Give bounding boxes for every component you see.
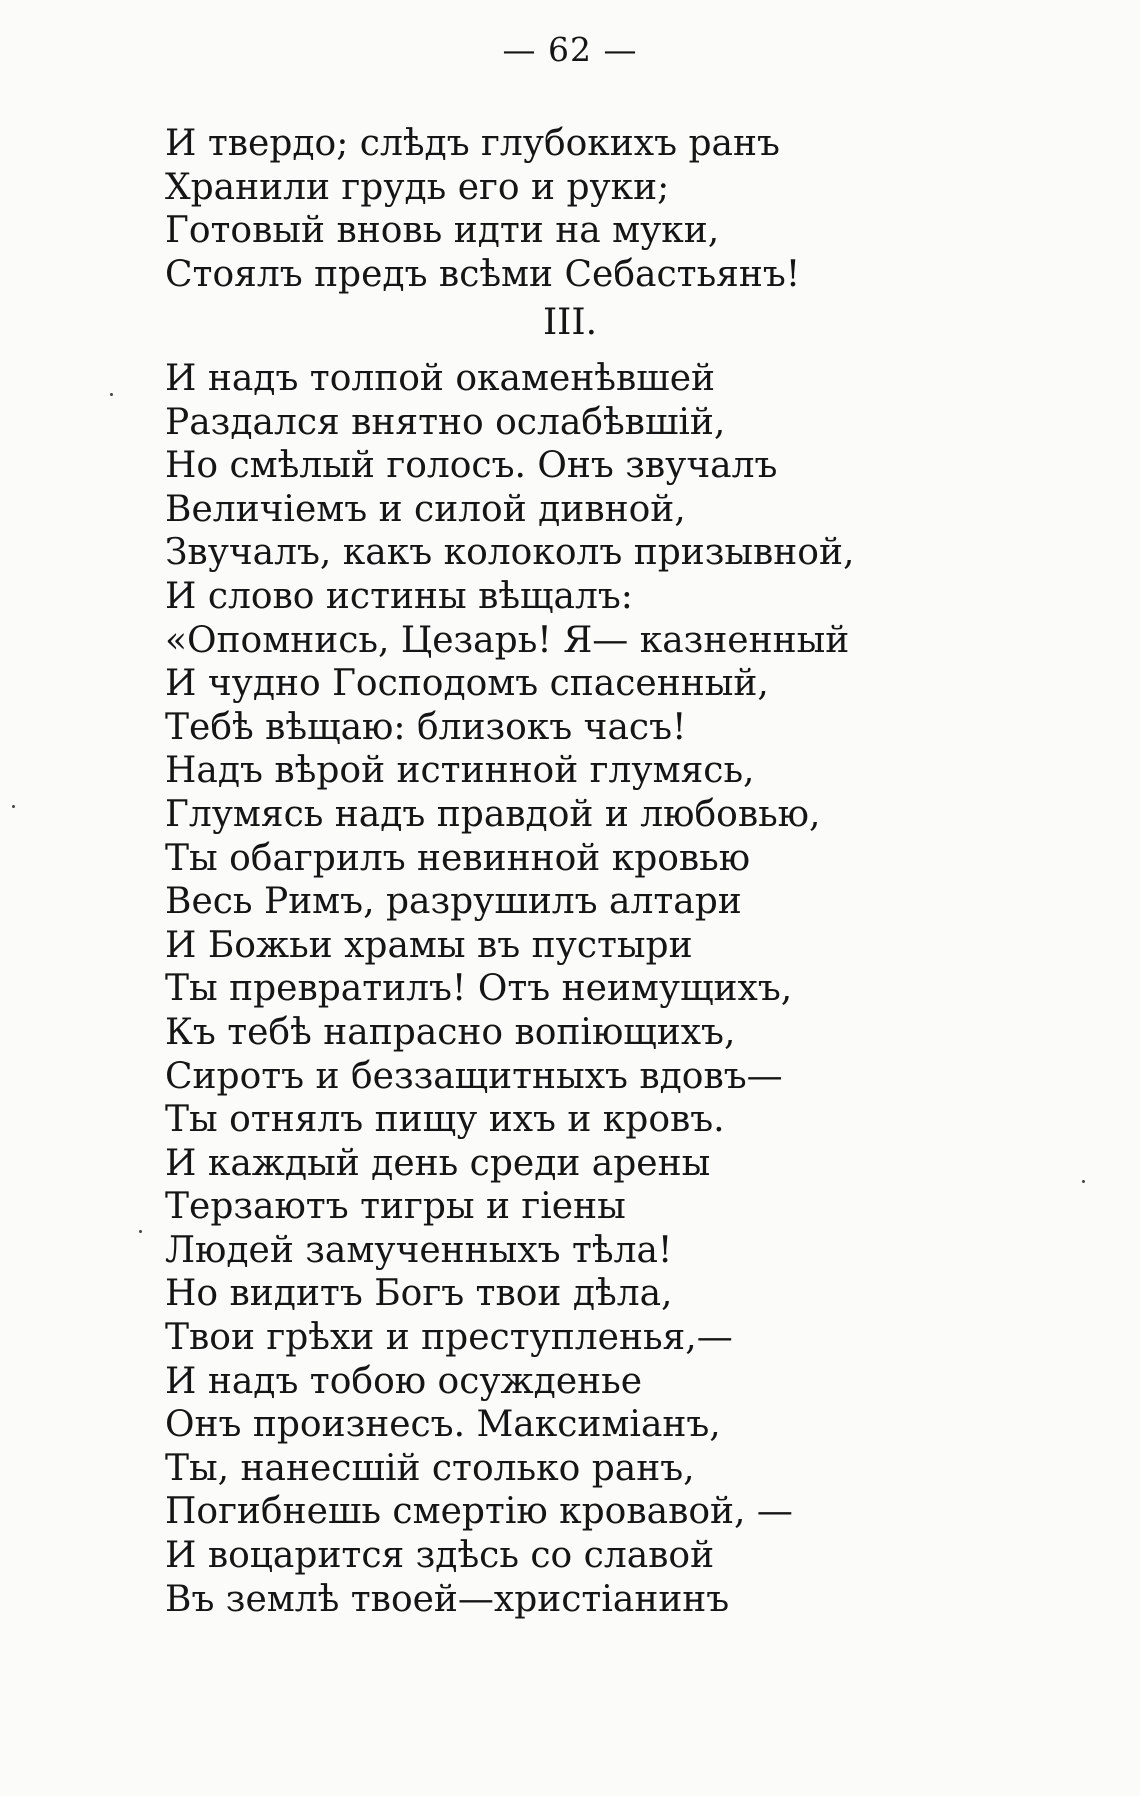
poem-line: Ты, нанесшій столько ранъ, <box>165 1447 695 1489</box>
poem-line: Людей замученныхъ тѣла! <box>165 1229 673 1271</box>
poem-line: Терзаютъ тигры и гіены <box>165 1186 626 1228</box>
poem-line: Ты обагрилъ невинной кровью <box>165 837 751 879</box>
poem-line: И надъ тобою осужденье <box>165 1360 643 1402</box>
poem-line: И воцарится здѣсь со славой <box>165 1535 715 1577</box>
poem-line: Тебѣ вѣщаю: близокъ часъ! <box>165 706 687 748</box>
poem-line: Глумясь надъ правдой и любовью, <box>165 793 821 835</box>
poem-line: И твердо; слѣдъ глубокихъ ранъ <box>165 123 780 164</box>
poem-line: Твои грѣхи и преступленья,— <box>165 1317 733 1359</box>
poem-line: И слово истины вѣщалъ: <box>165 575 633 617</box>
scan-speck <box>139 1230 142 1233</box>
poem-line: Весь Римъ, разрушилъ алтари <box>165 881 742 923</box>
poem-line: Стоялъ предъ всѣми Себастьянъ! <box>165 253 801 295</box>
poem-line: Хранили грудь его и руки; <box>165 166 670 208</box>
section-heading: III. <box>542 302 598 343</box>
poem-line: И чудно Господомъ спасенный, <box>165 663 769 705</box>
poem-line: Къ тебѣ напрасно вопіющихъ, <box>165 1011 736 1053</box>
page-number: — 62 — <box>502 30 638 69</box>
poem-line: Раздался внятно ослабѣвшій, <box>165 401 726 443</box>
poem-line: Но видитъ Богъ твои дѣла, <box>165 1273 673 1315</box>
scan-speck <box>1082 1180 1085 1183</box>
poem-stanza-top <box>165 122 1065 296</box>
poem-line: «Опомнись, Цезарь! Я— казненный <box>165 619 850 661</box>
poem-line: Ты отнялъ пищу ихъ и кровъ. <box>165 1099 725 1141</box>
poem-line: Въ землѣ твоей—христіанинъ <box>165 1578 730 1620</box>
poem-line: И Божьи храмы въ пустыри <box>165 924 693 966</box>
poem-line: И каждый день среди арены <box>165 1142 711 1184</box>
poem-line: Сиротъ и беззащитныхъ вдовъ— <box>165 1055 783 1097</box>
poem-line: Надъ вѣрой истинной глумясь, <box>165 750 755 792</box>
poem-line: Величіемъ и силой дивной, <box>165 488 686 530</box>
poem-line: Погибнешь смертію кровавой, — <box>165 1491 793 1533</box>
poem-line: Звучалъ, какъ колоколъ призывной, <box>165 532 855 574</box>
poem-stanza-main <box>165 357 1065 1621</box>
poem-line: Онъ произнесъ. Максиміанъ, <box>165 1404 721 1446</box>
poem-line: Готовый вновь идти на муки, <box>165 210 720 252</box>
poem-line: Но смѣлый голосъ. Онъ звучалъ <box>165 445 778 487</box>
poem-line: И надъ толпой окаменѣвшей <box>165 358 716 399</box>
scan-speck <box>12 805 15 808</box>
poem-line: Ты превратилъ! Отъ неимущихъ, <box>165 968 793 1010</box>
scan-speck <box>110 393 113 396</box>
